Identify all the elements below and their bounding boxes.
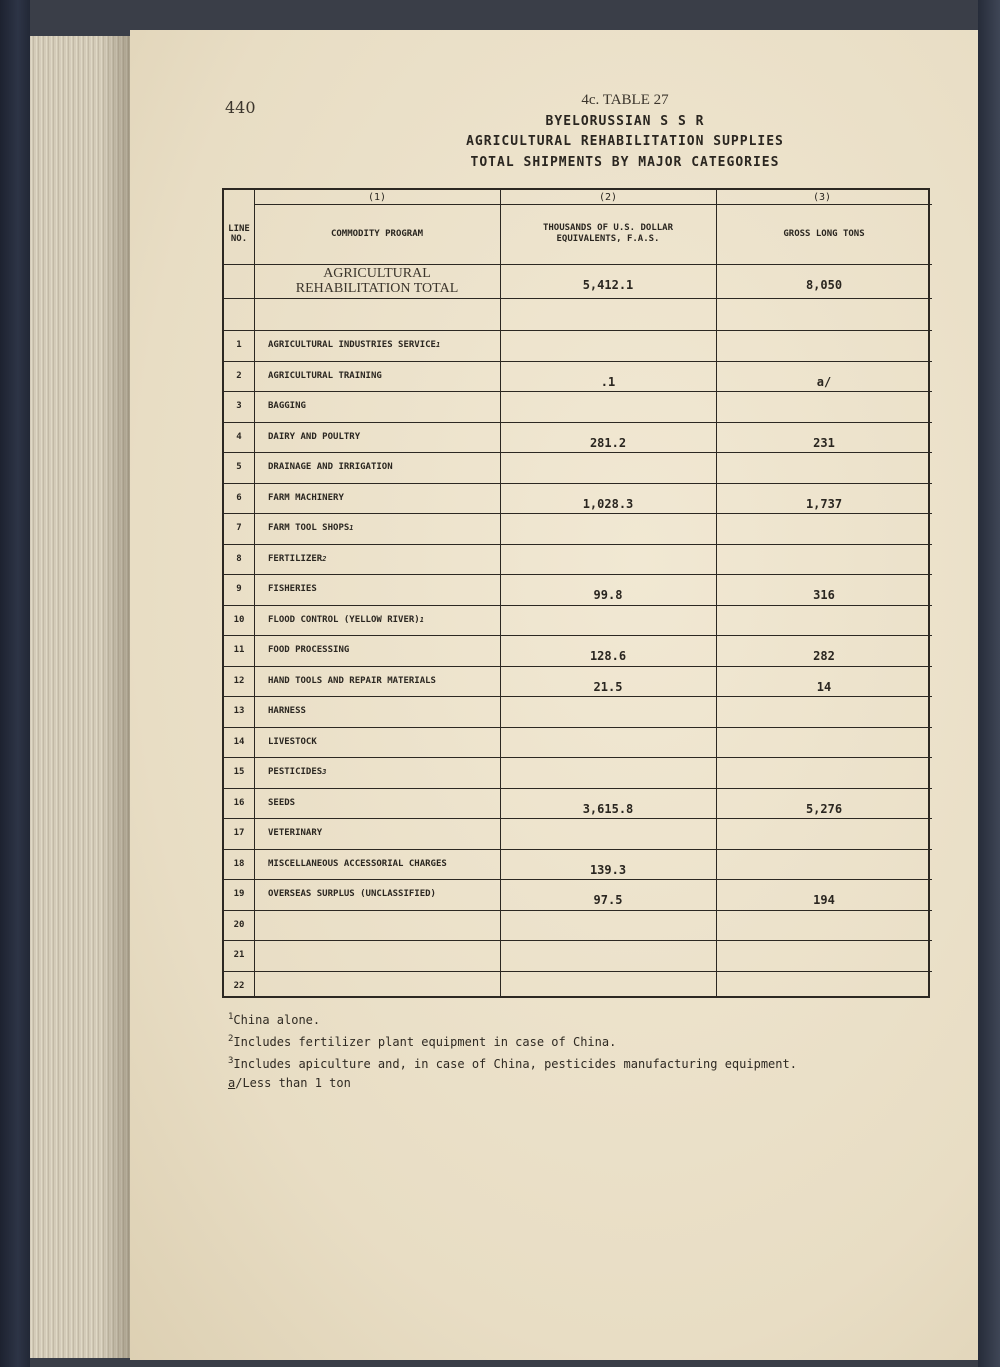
- line-number: 15: [233, 767, 245, 778]
- dollar-value: .1: [600, 374, 616, 389]
- book-cover-left: [0, 0, 30, 1367]
- tons-value: 14: [816, 679, 832, 694]
- page-number: 440: [225, 98, 256, 117]
- commodity-name: [254, 910, 500, 941]
- footnote: $^1$China alone.: [228, 1012, 321, 1027]
- line-number: 3: [236, 401, 242, 412]
- commodity-name: BAGGING: [268, 401, 306, 412]
- line-number: 21: [233, 950, 245, 961]
- commodity-name: FOOD PROCESSING: [268, 645, 350, 656]
- line-number: 6: [236, 492, 242, 503]
- line-number: 20: [233, 919, 245, 930]
- commodity-name: HARNESS: [268, 706, 306, 717]
- commodity-name: FLOOD CONTROL (YELLOW RIVER) 1: [268, 614, 424, 625]
- line-number: 17: [233, 828, 245, 839]
- line-number: 18: [233, 858, 245, 869]
- line-number: 16: [233, 797, 245, 808]
- commodity-name: MISCELLANEOUS ACCESSORIAL CHARGES: [268, 858, 447, 869]
- line-number: 13: [233, 706, 245, 717]
- line-number: 19: [233, 889, 245, 900]
- title-line-1: BYELORUSSIAN S S R: [545, 114, 705, 129]
- tons-value: 231: [813, 435, 835, 450]
- commodity-name: FISHERIES: [268, 584, 317, 595]
- commodity-name: FERTILIZER 2: [268, 553, 327, 564]
- footnotes: [228, 1006, 888, 1094]
- commodity-name: DRAINAGE AND IRRIGATION: [268, 462, 393, 473]
- tons-value: 282: [813, 649, 835, 664]
- total-tons: 8,050: [805, 278, 843, 292]
- line-number: 7: [236, 523, 242, 534]
- line-number: 2: [236, 370, 242, 381]
- line-number: 4: [236, 431, 242, 442]
- tons-value: 316: [813, 588, 835, 603]
- commodity-name: AGRICULTURAL TRAINING: [268, 370, 382, 381]
- tons-value: 194: [813, 893, 835, 908]
- line-number: 8: [236, 553, 242, 564]
- total-dollars: 5,412.1: [582, 278, 634, 292]
- commodity-name: LIVESTOCK: [268, 736, 317, 747]
- dollar-value: 1,028.3: [582, 496, 634, 511]
- commodity-name: FARM MACHINERY: [268, 492, 344, 503]
- commodity-name: DAIRY AND POULTRY: [268, 431, 361, 442]
- dollar-value: 128.6: [589, 649, 627, 664]
- footnote: $^2$Includes fertilizer plant equipment in case of China.: [228, 1034, 617, 1049]
- line-number: 10: [233, 614, 245, 625]
- book-cover-right: [978, 0, 1000, 1367]
- tons-value: a/: [816, 374, 832, 389]
- total-row-label: AGRICULTURAL REHABILITATION TOTAL: [295, 266, 459, 296]
- tons-value: 1,737: [805, 496, 843, 511]
- footnote: a/Less than 1 ton: [228, 1076, 351, 1090]
- line-number: 5: [236, 462, 242, 473]
- commodity-name: [254, 940, 500, 971]
- column-number: (3): [812, 191, 832, 203]
- commodity-name: OVERSEAS SURPLUS (UNCLASSIFIED): [268, 889, 436, 900]
- footnote: $^3$Includes apiculture and, in case of China, pesticides manufacturing equipment.: [228, 1056, 797, 1071]
- dollar-value: 21.5: [593, 679, 623, 694]
- dollar-value: 139.3: [589, 862, 627, 877]
- dollar-value: 3,615.8: [582, 801, 634, 816]
- title-line-2: AGRICULTURAL REHABILITATION SUPPLIES: [466, 134, 784, 149]
- line-number: 12: [233, 675, 245, 686]
- commodity-name: PESTICIDES 3: [268, 767, 327, 778]
- table-label: 4c. TABLE 27: [581, 92, 669, 108]
- column-header: THOUSANDS OF U.S. DOLLAR EQUIVALENTS, F.A.S.: [542, 223, 674, 244]
- line-number: 22: [233, 980, 245, 991]
- dollar-value: 281.2: [589, 435, 627, 450]
- column-header: COMMODITY PROGRAM: [330, 229, 424, 239]
- commodity-name: AGRICULTURAL INDUSTRIES SERVICE 1: [268, 340, 441, 351]
- line-no-header: LINE NO.: [228, 224, 250, 244]
- line-number: 1: [236, 340, 242, 351]
- commodity-name: SEEDS: [268, 797, 296, 808]
- page-edges: [30, 36, 130, 1358]
- tons-value: 5,276: [805, 801, 843, 816]
- data-table: [222, 188, 930, 998]
- commodity-name: FARM TOOL SHOPS 1: [268, 523, 354, 534]
- column-header: GROSS LONG TONS: [783, 228, 865, 239]
- title-line-3: TOTAL SHIPMENTS BY MAJOR CATEGORIES: [470, 155, 780, 170]
- dollar-value: 97.5: [593, 893, 623, 908]
- line-number: 9: [236, 584, 242, 595]
- line-number: 14: [233, 736, 245, 747]
- line-number: 11: [233, 645, 245, 656]
- dollar-value: 99.8: [593, 588, 623, 603]
- column-number: (2): [598, 191, 618, 203]
- commodity-name: [254, 971, 500, 1002]
- commodity-name: HAND TOOLS AND REPAIR MATERIALS: [268, 675, 436, 686]
- commodity-name: VETERINARY: [268, 828, 323, 839]
- column-number: (1): [367, 191, 387, 203]
